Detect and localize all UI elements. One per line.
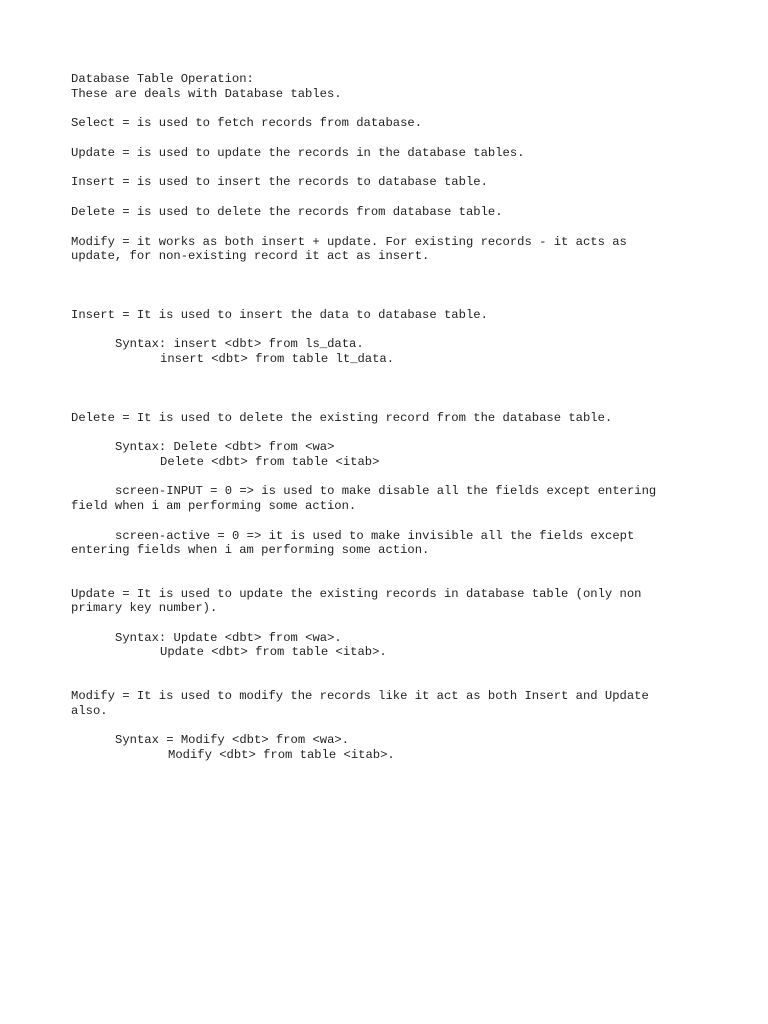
document-page [71, 72, 691, 762]
spacer [71, 160, 691, 175]
update-syntax-line-2: Update <dbt> from table <itab>. [160, 645, 387, 660]
delete-section-title: Delete = It is used to delete the existing record from the database table. [71, 410, 613, 425]
update-definition: Update = is used to update the records in the database tables. [71, 145, 525, 160]
spacer [71, 469, 691, 484]
spacer [71, 425, 691, 440]
screen-active-line-2: entering fields when i am performing some action. [71, 543, 430, 558]
doc-heading: Database Table Operation: [71, 72, 254, 86]
spacer [71, 367, 691, 411]
modify-syntax-line-1: Syntax = Modify <dbt> from <wa>. [115, 733, 350, 748]
doc-intro: These are deals with Database tables. [71, 86, 342, 101]
update-section-title-line-2: primary key number). [71, 601, 218, 616]
insert-section-title: Insert = It is used to insert the data to database table. [71, 307, 488, 322]
modify-definition-line-2: update, for non-existing record it act as insert. [71, 249, 430, 264]
insert-definition: Insert = is used to insert the records to database table. [71, 175, 488, 190]
modify-section-title-line-1: Modify = It is used to modify the records like it act as both Insert and Update [71, 689, 649, 704]
spacer [71, 558, 691, 587]
insert-syntax-line-1: Syntax: insert <dbt> from ls_data. [115, 337, 364, 352]
screen-input-line-2: field when i am performing some action. [71, 498, 357, 513]
delete-definition: Delete = is used to delete the records from database table. [71, 204, 503, 219]
spacer [71, 264, 691, 308]
screen-active-line-1: screen-active = 0 => it is used to make invisible all the fields except [115, 528, 635, 543]
modify-definition-line-1: Modify = it works as both insert + update. For existing records - it acts as [71, 234, 627, 249]
delete-syntax-line-2: Delete <dbt> from table <itab> [160, 454, 380, 469]
spacer [71, 660, 691, 689]
screen-input-line-1: screen-INPUT = 0 => is used to make disable all the fields except entering [115, 484, 657, 499]
delete-syntax-line-1: Syntax: Delete <dbt> from <wa> [115, 440, 335, 455]
modify-section-title-line-2: also. [71, 703, 108, 718]
spacer [71, 101, 691, 116]
modify-syntax-line-2: Modify <dbt> from table <itab>. [168, 747, 395, 762]
select-definition: Select = is used to fetch records from database. [71, 116, 423, 131]
spacer [71, 718, 691, 733]
spacer [71, 616, 691, 631]
spacer [71, 190, 691, 205]
update-section-title-line-1: Update = It is used to update the existing records in database table (only non [71, 586, 642, 601]
spacer [71, 131, 691, 146]
spacer [71, 220, 691, 235]
update-syntax-line-1: Syntax: Update <dbt> from <wa>. [115, 630, 342, 645]
insert-syntax-line-2: insert <dbt> from table lt_data. [160, 351, 395, 366]
spacer [71, 322, 691, 337]
spacer [71, 514, 691, 529]
